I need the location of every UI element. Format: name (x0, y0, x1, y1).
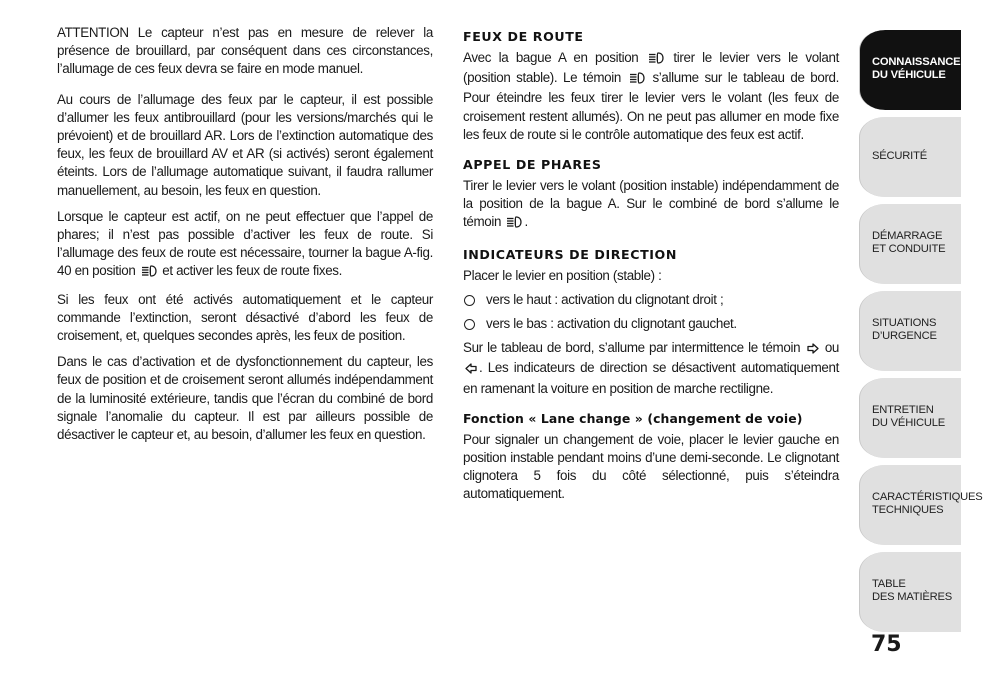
indicateurs-intro: Placer le levier en position (stable) : (463, 267, 662, 283)
tab-label: CARACTÉRISTIQUES TECHNIQUES (872, 491, 983, 516)
feux-de-route-text-c: s’allume sur le tableau de bord. Pour éteindre les feux tirer le levier vers le volant (les feux de croisement restent allumés). On ne peut pas allumer en mode fixe les feux de route si le contrôle automatique des feux est actif. (463, 70, 840, 142)
chapter-tabs (859, 30, 983, 630)
tab-label: ENTRETIEN DU VÉHICULE (872, 404, 946, 429)
tab-securite[interactable] (859, 117, 961, 197)
attention-paragraph: ATTENTION Le capteur n’est pas en mesure de relever la présence de brouillard, par conséquent dans ces circonstances, l’allumage de ces feux devra se faire en mode manuel. (57, 25, 433, 77)
high-beam-icon (629, 71, 645, 89)
feux-de-route-text-a: Avec la bague A en position (463, 50, 639, 65)
indicateurs-text-a: Sur le tableau de bord, s’allume par intermittence le témoin (463, 340, 801, 356)
tab-entretien-du-vehicule[interactable] (859, 378, 961, 458)
sensor-active-text-a: Lorsque le capteur est actif, on ne peut effectuer que l’appel de phares; il n’est pas possible d’activer les feux de route. Si l’allumage des feux de route est nécessaire, tourner la bague A-fig. 40 en position (57, 208, 433, 279)
appel-text-b: . (524, 214, 528, 230)
heading-feux-de-route: FEUX DE ROUTE (463, 29, 584, 44)
tab-label: SÉCURITÉ (872, 150, 927, 162)
fog-lights-paragraph: Au cours de l’allumage des feux par le capteur, il est possible d’allumer les feux antibrouillard (pour les versions/marchés qui le prévoient) et de brouillard AR. Lors de l’extinction automatique des feux, les feux de brouillard AV et AR (si activés) seront également éteints. Lors de l’allumage automatique suivant, il faudra rallumer manuellement, au besoin, les feux en question. (57, 91, 433, 198)
indicateurs-text-c: . Les indicateurs de direction se désactivent automatiquement en ramenant la voiture en position de marche rectiligne. (463, 360, 839, 396)
bullet-circle-icon (464, 319, 475, 330)
indicateurs-paragraph (463, 339, 839, 398)
bullet-circle-icon (464, 295, 475, 306)
sensor-active-text-b: et activer les feux de route fixes. (162, 263, 343, 279)
turn-right-arrow-icon (807, 341, 819, 359)
tab-table-des-matieres[interactable] (859, 552, 961, 632)
high-beam-icon (141, 264, 157, 282)
feux-de-route-text-b: tirer le levier vers le volant (position stable). Le témoin (463, 50, 839, 86)
page-number: 75 (871, 632, 902, 657)
sensor-active-paragraph (57, 208, 433, 283)
auto-off-paragraph: Si les feux ont été activés automatiquement et le capteur commande l’extinction, seront désactivé d’abord les feux de croisement, et, quelques secondes après, les feux de position. (57, 291, 433, 344)
appel-de-phares-paragraph (463, 177, 839, 234)
tab-label: CONNAISSANCE DU VÉHICULE (872, 56, 961, 81)
list-item (463, 315, 839, 333)
tab-demarrage-et-conduite[interactable] (859, 204, 961, 284)
heading-appel-de-phares: APPEL DE PHARES (463, 157, 602, 173)
tab-situations-d-urgence[interactable] (859, 291, 961, 371)
tab-connaissance-du-vehicule[interactable] (859, 30, 961, 110)
heading-indicateurs: INDICATEURS DE DIRECTION (463, 246, 677, 262)
turn-left-arrow-icon (465, 361, 477, 379)
tab-label: TABLE DES MATIÈRES (872, 578, 953, 603)
appel-text-a: Tirer le levier vers le volant (position instable) indépendamment de la position de la bague A. Sur le combiné de bord s’allume le témoin (463, 178, 839, 230)
lane-change-paragraph: Pour signaler un changement de voie, placer le levier gauche en position instable pendant moins d’une demi-seconde. Le clignotant clignotera 5 fois du côté sélectionné, puis s’éteindra automatiquement. (463, 431, 839, 502)
heading-lane-change: Fonction « Lane change » (changement de voie) (463, 410, 803, 426)
right-column (463, 24, 839, 512)
malfunction-paragraph: Dans le cas d’activation et de dysfonctionnement du capteur, les feux de position et de croisement seront allumés indépendamment de la luminosité extérieure, tandis que l’écran du combiné de bord signale l’anomalie du capteur. Il est par ailleurs possible de désactiver le capteur et, au besoin, d’allumer les feux en question. (57, 354, 433, 443)
bullet-text: vers le haut : activation du clignotant droit ; (486, 291, 724, 307)
list-item (463, 291, 839, 309)
high-beam-icon (506, 215, 522, 233)
bullet-text: vers le bas : activation du clignotant gauchet. (486, 316, 737, 332)
tab-caracteristiques-techniques[interactable] (859, 465, 983, 545)
tab-label: DÉMARRAGE ET CONDUITE (872, 230, 946, 255)
tab-label: SITUATIONS D’URGENCE (872, 317, 937, 342)
high-beam-icon (648, 51, 664, 69)
feux-de-route-paragraph (463, 49, 839, 144)
left-column (57, 24, 433, 452)
indicateurs-text-b: ou (824, 340, 840, 356)
